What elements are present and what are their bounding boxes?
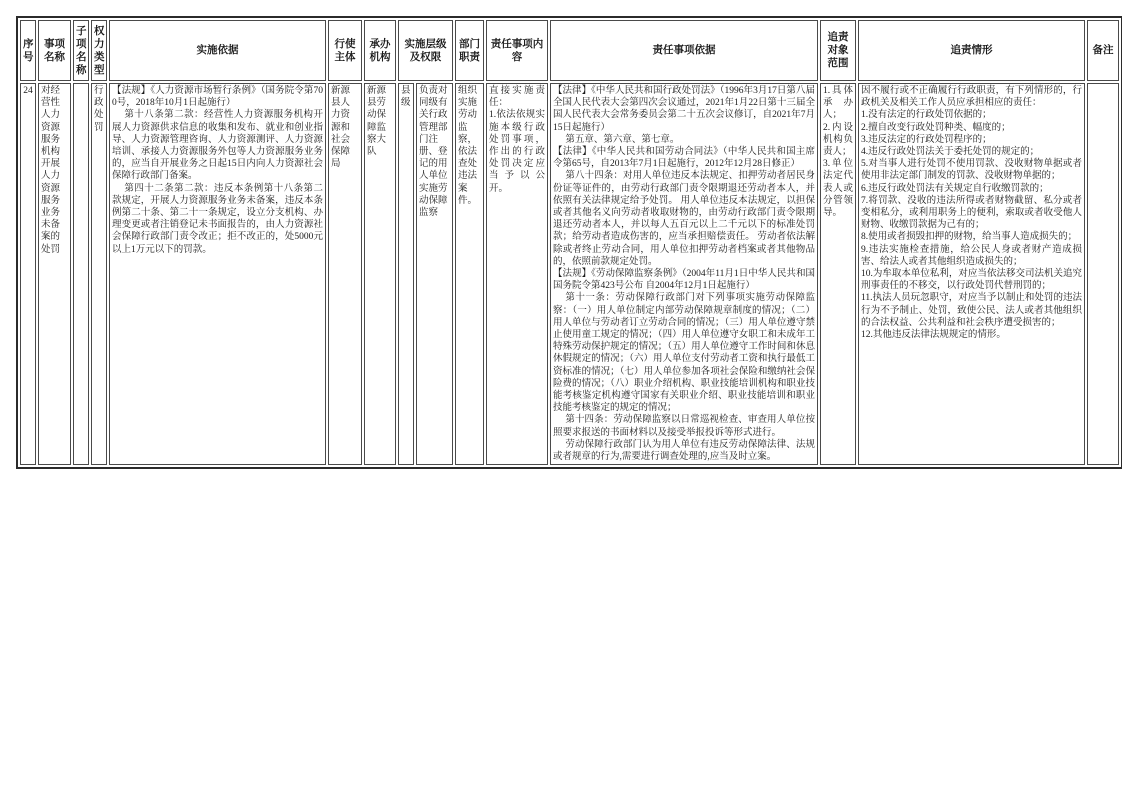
col-header-implementing-subject: 行使主体 [328,20,362,81]
cell-item-name: 对经营性人力资源服务机构开展人力资源服务业务未备案的处罚 [38,83,71,465]
cell-remarks [1087,83,1119,465]
col-header-accountability-situations: 追责情形 [858,20,1085,81]
col-header-responsibility-content: 责任事项内容 [486,20,548,81]
cell-power-type: 行政处罚 [91,83,107,465]
col-header-item-name: 事项名称 [38,20,71,81]
power-list-table [16,16,1122,469]
cell-accountability-situations: 因不履行或不正确履行行政职责，有下列情形的，行政机关及相关工作人员应承担相应的责任： 1.没有法定的行政处罚依据的； 2.擅自改变行政处罚种类、幅度的； 3.违反法定的行政处罚程序的； 4.违反行政处罚法关于委托处罚的规定的； 5.对当事人进行处罚不使用罚款、没收财物单据或者使用非法定部门制发的罚款、没收财物单据的； 6.违反行政处罚法有关规定自行收缴罚款的； 7.将罚款、没收的违法所得或者财物截留、私分或者变相私分，或利用职务上的便利，索取或者收受他人财物、收缴罚款据为己有的； 8.使用或者损毁扣押的财物，给当事人造成损失的； 9.违法实施检查措施，给公民人身或者财产造成损害、给法人或者其他组织造成损失的； 10.为牟取本单位私利，对应当依法移交司法机关追究刑事责任的不移交，以行政处罚代替刑罚的； 11.执法人员玩忽职守，对应当予以制止和处罚的违法行为不予制止、处罚，致使公民、法人或者其他组织的合法权益、公共利益和社会秩序遭受损害的； 12.其他违反法律法规规定的情形。 [858,83,1085,465]
cell-responsibility-content: 直接实施责任： 1.依法依规实施本级行政处罚事项，作出的行政处罚决定应当予以公开。 [486,83,548,465]
col-header-power-type: 权力类型 [91,20,107,81]
col-header-accountability-targets: 追责对象范围 [820,20,856,81]
table-header-row [20,20,1119,81]
cell-seq: 24 [20,83,36,465]
cell-accountability-targets: 1.具体承办人； 2.内设机构负责人； 3.单位法定代表人或分管领导。 [820,83,856,465]
cell-undertaking-agency: 新源县劳动保障监察大队 [364,83,396,465]
col-header-department-duty: 部门职责 [455,20,484,81]
cell-implementation-basis: 【法规】《人力资源市场暂行条例》（国务院令第700号，2018年10月1日起施行） 第十八条第二款：经营性人力资源服务机构开展人力资源供求信息的收集和发布、就业和创业指导、人力资源管理咨询、人力资源测评、人力资源培训、承接人力资源服务外包等人力资源服务业务的，应当自开展业务之日起15日内向人力资源社会保障行政部门备案。 第四十二条第二款：违反本条例第十八条第二款规定，开展人力资源服务业务未备案，违反本条例第二十条、第二十一条规定，设立分支机构、办理变更或者注销登记未书面报告的，由人力资源社会保障行政部门责令改正；拒不改正的，处5000元以上1万元以下的罚款。 [109,83,326,465]
table-row [20,83,1119,465]
cell-responsibility-basis: 【法律】《中华人民共和国行政处罚法》（1996年3月17日第八届全国人民代表大会第四次会议通过，2021年1月22日第十三届全国人民代表大会常务委员会第二十五次会议修订，自2021年7月15日起施行） 第五章、第六章、第七章。 【法律】《中华人民共和国劳动合同法》（中华人民共和国主席令第65号，自2013年7月1日起施行，2012年12月28日修正） 第八十四条：对用人单位违反本法规定、扣押劳动者居民身份证等证件的，由劳动行政部门责令限期退还劳动者本人，并依照有关法律规定给予处罚。 用人单位违反本法规定，以担保或者其他名义向劳动者收取财物的，由劳动行政部门责令限期退还劳动者本人，并以每人五百元以上二千元以下的标准处罚款；给劳动者造成伤害的，应当承担赔偿责任。 劳动者依法解除或者终止劳动合同，用人单位扣押劳动者档案或者其他物品的，依照前款规定处罚。 【法规】《劳动保障监察条例》（2004年11月1日中华人民共和国国务院令第423号公布 自2004年12月1日起施行） 第十一条：劳动保障行政部门对下列事项实施劳动保障监察：（一）用人单位制定内部劳动保障规章制度的情况；（二）用人单位与劳动者订立劳动合同的情况；（三）用人单位遵守禁止使用童工规定的情况；（四）用人单位遵守女职工和未成年工特殊劳动保护规定的情况；（五）用人单位遵守工作时间和休息休假规定的情况；（六）用人单位支付劳动者工资和执行最低工资标准的情况；（七）用人单位参加各项社会保险和缴纳社会保险费的情况；（八）职业介绍机构、职业技能培训机构和职业技能考核鉴定机构遵守国家有关职业介绍、职业技能培训和职业技能考核鉴定的规定的情况； 第十四条：劳动保障监察以日常巡视检查、审查用人单位按照要求报送的书面材料以及接受举报投诉等形式进行。 劳动保障行政部门认为用人单位有违反劳动保障法律、法规或者规章的行为,需要进行调查处理的,应当及时立案。 [550,83,818,465]
cell-implementation-authority: 负责对同级有关行政管理部门注册、登记的用人单位实施劳动保障监察 [416,83,453,465]
col-header-seq: 序号 [20,20,36,81]
cell-implementing-subject: 新源县人力资源和社会保障局 [328,83,362,465]
col-header-remarks: 备注 [1087,20,1119,81]
col-header-implementation-basis: 实施依据 [109,20,326,81]
col-header-responsibility-basis: 责任事项依据 [550,20,818,81]
cell-department-duty: 组织实施劳动监察，依法查处违法案件。 [455,83,484,465]
col-header-sub-item-name: 子项名称 [73,20,89,81]
col-header-undertaking-agency: 承办机构 [364,20,396,81]
col-header-level-and-authority: 实施层级及权限 [398,20,453,81]
cell-implementation-level: 县级 [398,83,414,465]
cell-sub-item-name [73,83,89,465]
